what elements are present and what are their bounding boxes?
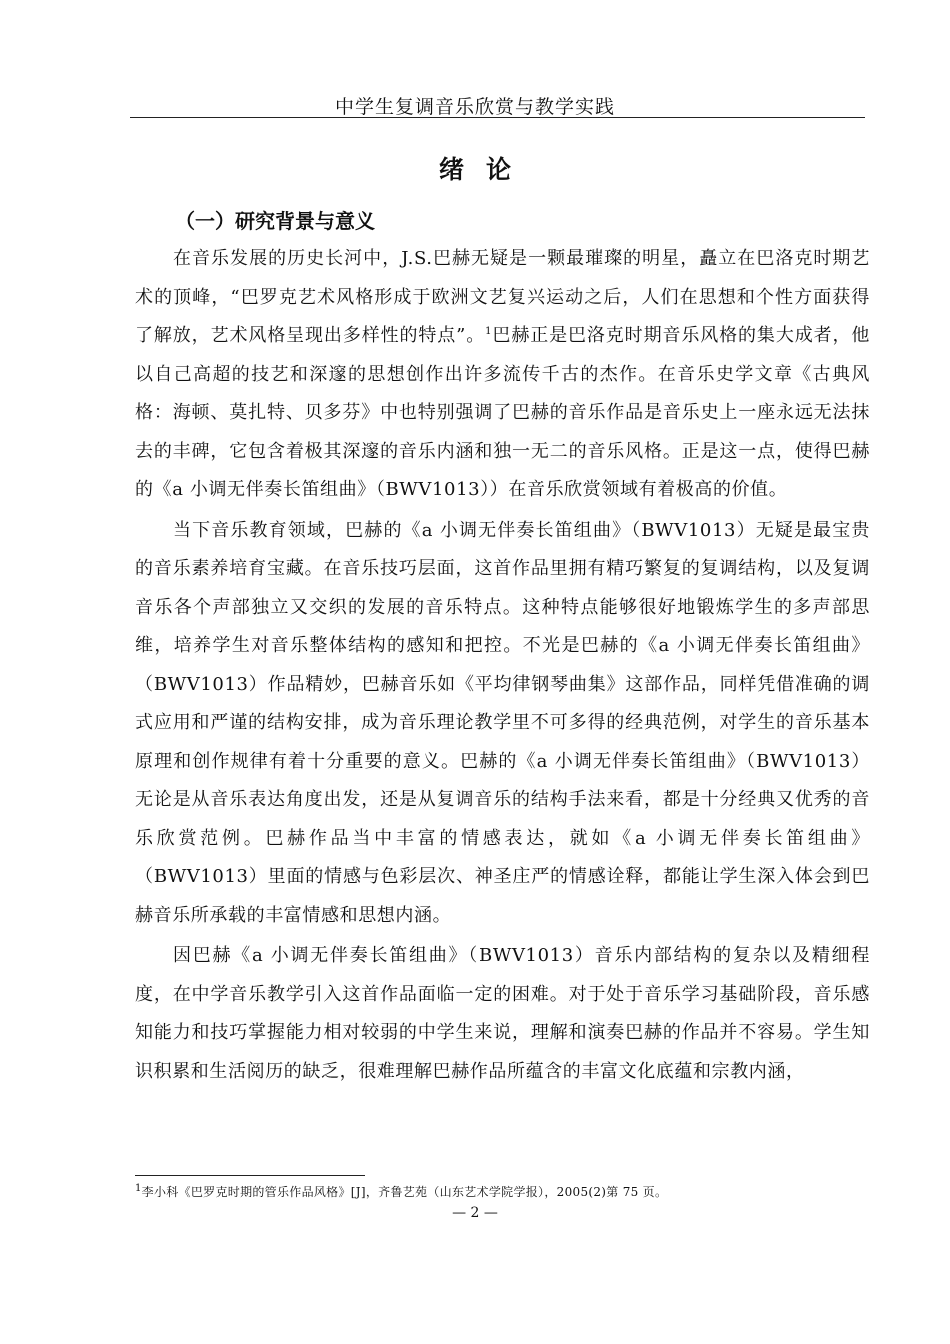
paragraph-3: 因巴赫《a 小调无伴奏长笛组曲》（BWV1013）音乐内部结构的复杂以及精细程度，在中学音乐教学引入这首作品面临一定的困难。对于处于音乐学习基础阶段，音乐感知能力和技巧掌握能力相对较弱的中学生来说，理解和演奏巴赫的作品并不容易。学生知识积累和生活阅历的缺乏，很难理解巴赫作品所蕴含的丰富文化底蕴和宗教内涵， bbox=[135, 945, 870, 1082]
footnote bbox=[135, 1183, 667, 1200]
section-title: （一）研究背景与意义 bbox=[175, 209, 375, 233]
running-header-title: 中学生复调音乐欣赏与教学实践 bbox=[334, 96, 615, 118]
paragraph-1-text-a: 在音乐发展的历史长河中，J.S.巴赫无疑是一颗最璀璨的明星，矗立在巴洛克时期艺术的顶峰，“巴罗克艺术风格形成于欧洲文艺复兴运动之后，人们在思想和个性方面获得了解放，艺术风格呈现出多样性的特点”。 bbox=[135, 248, 870, 346]
footnote-rule bbox=[135, 1175, 365, 1176]
header-rule bbox=[130, 117, 865, 118]
body-text bbox=[135, 240, 870, 1091]
page-number: — 2 — bbox=[452, 1205, 498, 1221]
footnote-reference: 1 bbox=[485, 326, 493, 337]
paragraph-1-text-b: 巴赫正是巴洛克时期音乐风格的集大成者，他以自己高超的技艺和深邃的思想创作出许多流传千古的杰作。在音乐史学文章《古典风格：海顿、莫扎特、贝多芬》中也特别强调了巴赫的音乐作品是音乐史上一座永远无法抹去的丰碑，它包含着极其深邃的音乐内涵和独一无二的音乐风格。正是这一点，使得巴赫的《a 小调无伴奏长笛组曲》（BWV1013））在音乐欣赏领域有着极高的价值。 bbox=[135, 325, 870, 500]
footnote-text: 李小科《巴罗克时期的管乐作品风格》[J]，齐鲁艺苑（山东艺术学院学报），2005(2)第 75 页。 bbox=[141, 1185, 668, 1199]
paragraph-2: 当下音乐教育领域，巴赫的《a 小调无伴奏长笛组曲》（BWV1013）无疑是最宝贵的音乐素养培育宝藏。在音乐技巧层面，这首作品里拥有精巧繁复的复调结构，以及复调音乐各个声部独立又交织的发展的音乐特点。这种特点能够很好地锻炼学生的多声部思维，培养学生对音乐整体结构的感知和把控。不光是巴赫的《a 小调无伴奏长笛组曲》（BWV1013）作品精妙，巴赫音乐如《平均律钢琴曲集》这部作品，同样凭借准确的调式应用和严谨的结构安排，成为音乐理论教学里不可多得的经典范例，对学生的音乐基本原理和创作规律有着十分重要的意义。巴赫的《a 小调无伴奏长笛组曲》（BWV1013）无论是从音乐表达角度出发，还是从复调音乐的结构手法来看，都是十分经典又优秀的音乐欣赏范例。巴赫作品当中丰富的情感表达，就如《a 小调无伴奏长笛组曲》（BWV1013）里面的情感与色彩层次、神圣庄严的情感诠释，都能让学生深入体会到巴赫音乐所承载的丰富情感和思想内涵。 bbox=[135, 519, 870, 926]
footnote-mark: 1 bbox=[135, 1183, 142, 1194]
chapter-title: 绪论 bbox=[438, 155, 533, 184]
paragraph-1 bbox=[135, 240, 870, 510]
